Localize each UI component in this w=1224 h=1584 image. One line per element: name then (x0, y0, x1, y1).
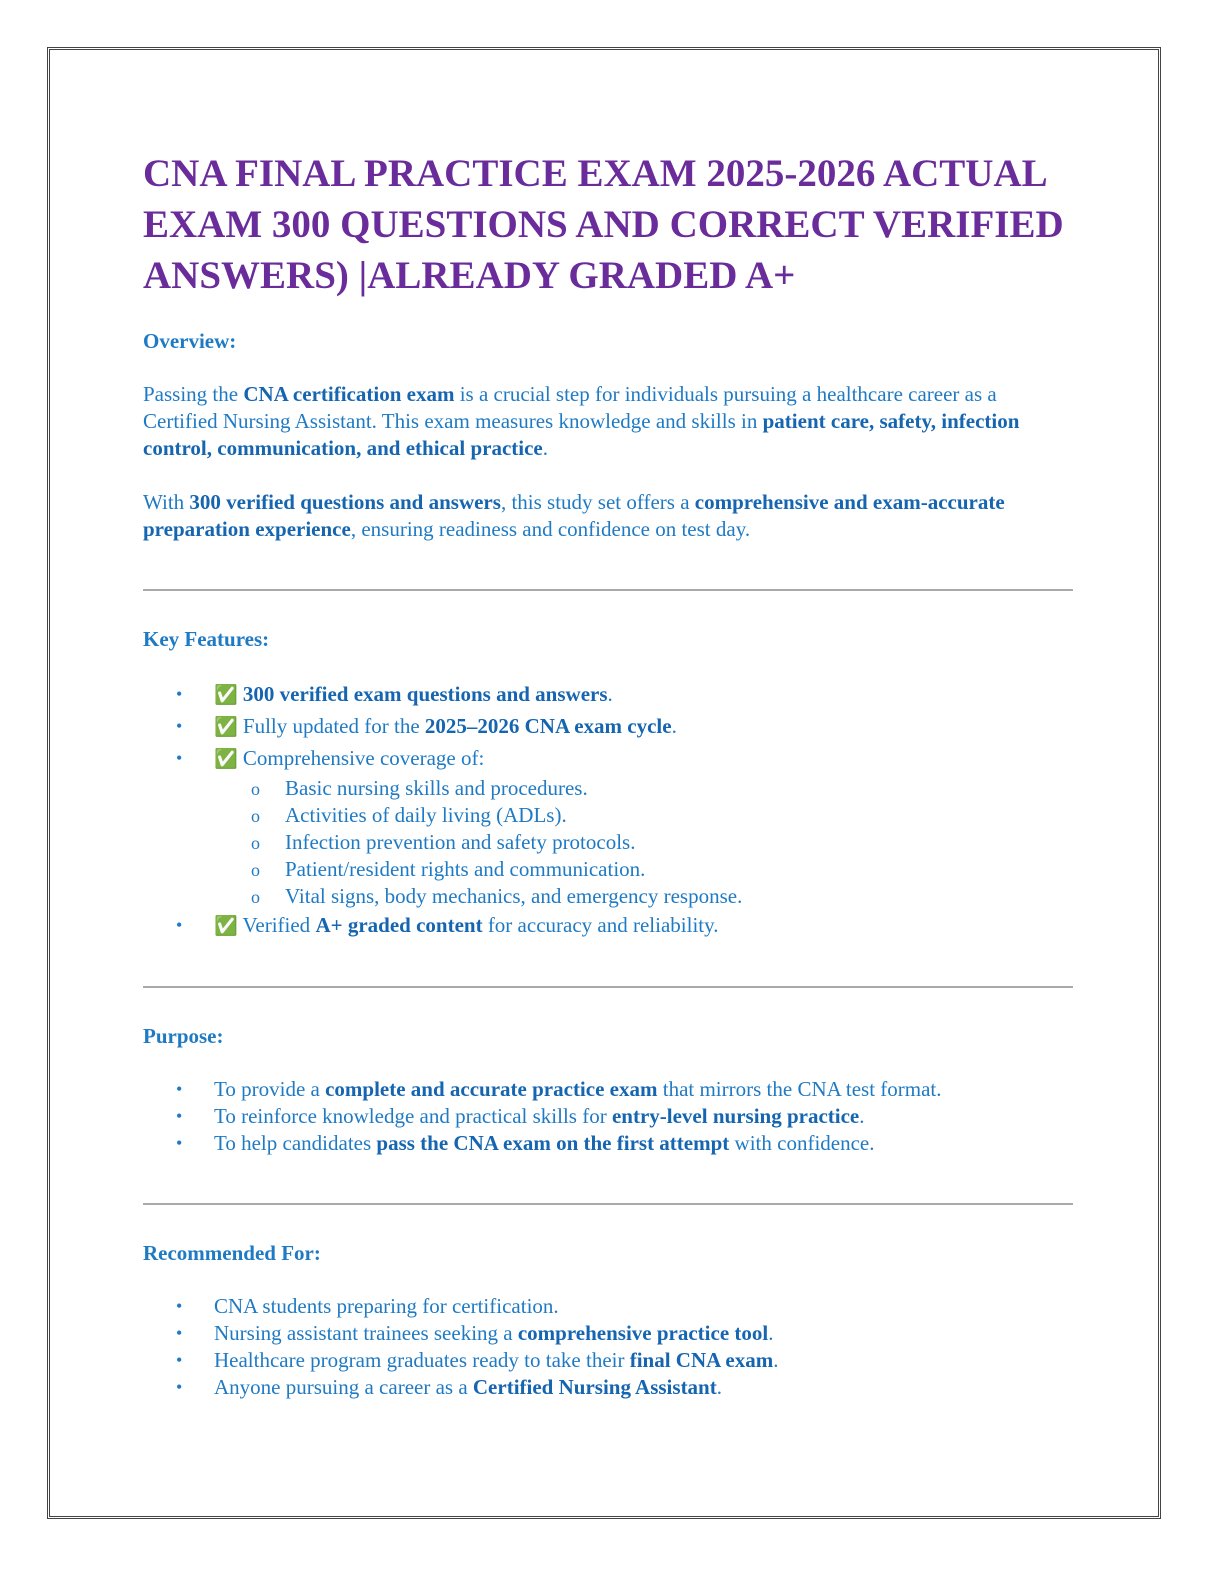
text-run: Anyone pursuing a career as a (214, 1375, 473, 1399)
recommended-section (143, 1241, 1073, 1401)
text-run: is a crucial step for individuals pursuing a healthcare career as a Certified Nursing Assistant. This exam measures knowledge and skills in (143, 382, 997, 433)
check-icon: ✅ (214, 748, 238, 770)
list-item (143, 1130, 1073, 1157)
text-run: that mirrors the CNA test format. (657, 1077, 942, 1101)
text-run: , this study set offers a (500, 490, 695, 514)
document-content (143, 148, 1073, 1401)
check-icon: ✅ (214, 716, 238, 738)
bold-run: pass the CNA exam on the first attempt (376, 1131, 730, 1155)
text-run: To help candidates (214, 1131, 377, 1155)
overview-paragraph-1 (143, 381, 1073, 462)
section-divider (143, 986, 1073, 988)
list-item (143, 1320, 1073, 1347)
text-run: . (716, 1375, 722, 1399)
key-features-heading: Key Features: (143, 627, 270, 651)
text-run: Comprehensive coverage of: (242, 746, 485, 770)
purpose-list (143, 1076, 1073, 1157)
text-run: Nursing assistant trainees seeking a (214, 1321, 518, 1345)
sub-list-item: o Patient/resident rights and communication. (143, 856, 1073, 883)
section-divider (143, 589, 1073, 591)
sub-list-item: o Vital signs, body mechanics, and emergency response. (143, 883, 1073, 910)
bold-run: CNA certification exam (243, 382, 455, 406)
list-item (143, 1293, 1073, 1320)
sub-list-item: o Basic nursing skills and procedures. (143, 775, 1073, 802)
bold-run: entry-level nursing practice (611, 1104, 860, 1128)
text-run: , ensuring readiness and confidence on test day. (350, 517, 751, 541)
text-run: with confidence. (729, 1131, 875, 1155)
text-run: Fully updated for the (242, 714, 425, 738)
list-item (143, 1076, 1073, 1103)
document-title: CNA FINAL PRACTICE EXAM 2025-2026 ACTUAL EXAM 300 QUESTIONS AND CORRECT VERIFIED ANSWERS) |ALREADY GRADED A+ (143, 152, 1064, 297)
list-item (143, 1103, 1073, 1130)
key-features-section (143, 627, 1073, 942)
overview-paragraph-2 (143, 489, 1073, 543)
text-run: Passing the (143, 382, 244, 406)
section-divider (143, 1203, 1073, 1205)
bold-run: 300 verified exam questions and answers (242, 682, 608, 706)
text-run: . (773, 1348, 779, 1372)
text-run: To reinforce knowledge and practical skills for (214, 1104, 612, 1128)
text-run: . (671, 714, 677, 738)
key-features-list (143, 679, 1073, 942)
coverage-sub-list (214, 775, 1073, 910)
text-run: To provide a (214, 1077, 326, 1101)
text-run: . (859, 1104, 865, 1128)
bold-run: patient care, safety, infection control, communication, and ethical practice (143, 409, 1020, 460)
bold-run: 300 verified questions and answers (189, 490, 501, 514)
bold-run: comprehensive and exam-accurate preparation experience (143, 490, 1005, 541)
bold-run: 2025–2026 CNA exam cycle (424, 714, 672, 738)
list-item (143, 679, 1073, 711)
text-run: CNA students preparing for certification. (214, 1294, 559, 1318)
text-run: . (607, 682, 613, 706)
recommended-heading: Recommended For: (143, 1241, 321, 1265)
sub-list-item: o Activities of daily living (ADLs). (143, 802, 1073, 829)
overview-heading: Overview: (143, 329, 237, 353)
check-icon: ✅ (214, 915, 238, 937)
list-item (143, 1374, 1073, 1401)
bold-run: Certified Nursing Assistant (472, 1375, 717, 1399)
list-item (143, 910, 1073, 942)
text-run: . (768, 1321, 774, 1345)
bold-run: complete and accurate practice exam (325, 1077, 658, 1101)
list-item (143, 743, 1073, 910)
overview-section (143, 329, 1073, 543)
text-run: Verified (242, 913, 316, 937)
recommended-list (143, 1293, 1073, 1401)
check-icon: ✅ (214, 684, 238, 706)
text-run: . (542, 436, 548, 460)
text-run: for accuracy and reliability. (482, 913, 719, 937)
text-run: Healthcare program graduates ready to take their (214, 1348, 630, 1372)
purpose-heading: Purpose: (143, 1024, 224, 1048)
sub-list-item: o Infection prevention and safety protocols. (143, 829, 1073, 856)
bold-run: A+ graded content (315, 913, 483, 937)
list-item (143, 711, 1073, 743)
list-item (143, 1347, 1073, 1374)
bold-run: comprehensive practice tool (517, 1321, 769, 1345)
purpose-section (143, 1024, 1073, 1157)
bold-run: final CNA exam (629, 1348, 774, 1372)
text-run: With (143, 490, 190, 514)
